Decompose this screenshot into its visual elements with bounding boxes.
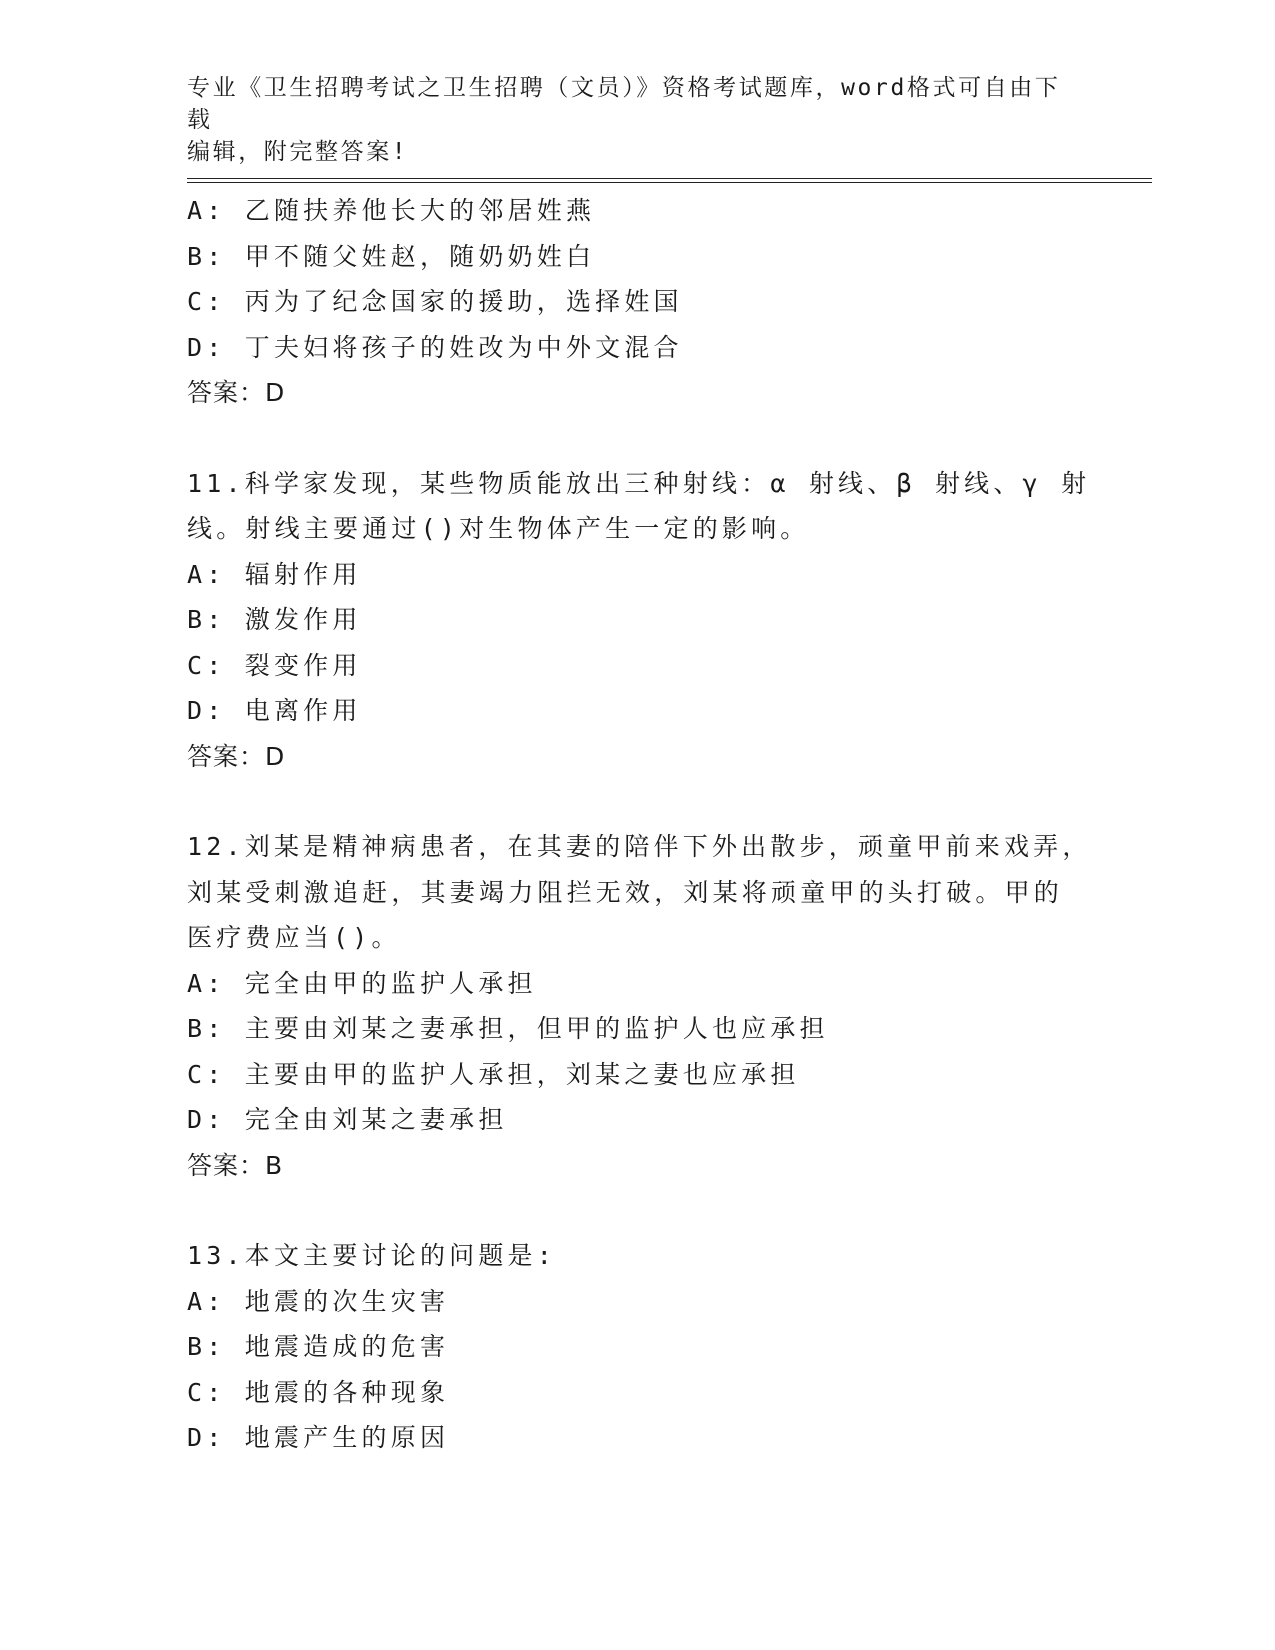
option-c: C: 主要由甲的监护人承担，刘某之妻也应承担 — [187, 1059, 800, 1089]
header-line-2: 编辑，附完整答案! — [187, 139, 409, 165]
question-stem: 13.本文主要讨论的问题是: — [187, 1241, 557, 1270]
question-block-prev — [187, 188, 1087, 416]
option-c: C: 裂变作用 — [187, 650, 362, 680]
spacer — [187, 1188, 1087, 1233]
option-a: A: 辐射作用 — [187, 559, 362, 589]
question-block-13 — [187, 1233, 1087, 1461]
question-stem: 11.科学家发现，某些物质能放出三种射线：α 射线、β 射线、γ 射 — [187, 468, 1091, 498]
spacer — [187, 779, 1087, 824]
header-divider-bottom — [187, 182, 1152, 183]
question-block-11 — [187, 461, 1091, 780]
question-stem: 线。射线主要通过()对生物体产生一定的影响。 — [187, 514, 810, 543]
question-stem: 刘某受刺激追赶，其妻竭力阻拦无效，刘某将顽童甲的头打破。甲的 — [187, 877, 1064, 907]
option-a: A: 乙随扶养他长大的邻居姓燕 — [187, 196, 596, 225]
option-d: D: 地震产生的原因 — [187, 1423, 450, 1452]
answer-label: 答案：D — [187, 378, 286, 407]
option-b: B: 甲不随父姓赵，随奶奶姓白 — [187, 241, 596, 271]
option-d: D: 完全由刘某之妻承担 — [187, 1105, 508, 1134]
question-block-12 — [187, 824, 1092, 1188]
spacer — [187, 416, 1087, 461]
option-d: D: 电离作用 — [187, 696, 362, 725]
document-header — [187, 72, 1067, 168]
option-d: D: 丁夫妇将孩子的姓改为中外文混合 — [187, 332, 683, 362]
option-b: B: 激发作用 — [187, 605, 362, 634]
option-b: B: 地震造成的危害 — [187, 1332, 450, 1361]
option-b: B: 主要由刘某之妻承担，但甲的监护人也应承担 — [187, 1014, 829, 1043]
option-a: A: 完全由甲的监护人承担 — [187, 968, 537, 998]
option-c: C: 丙为了纪念国家的援助，选择姓国 — [187, 287, 683, 316]
question-stem: 医疗费应当()。 — [187, 923, 401, 952]
option-c: C: 地震的各种现象 — [187, 1377, 450, 1407]
header-line-1: 专业《卫生招聘考试之卫生招聘（文员）》资格考试题库，word格式可自由下载 — [187, 75, 1061, 133]
header-divider-top — [187, 178, 1152, 179]
answer-label: 答案：D — [187, 741, 286, 771]
answer-label: 答案：B — [187, 1150, 284, 1180]
question-content — [187, 188, 1092, 1461]
question-stem: 12.刘某是精神病患者，在其妻的陪伴下外出散步，顽童甲前来戏弄， — [187, 832, 1092, 861]
option-a: A: 地震的次生灾害 — [187, 1286, 450, 1316]
